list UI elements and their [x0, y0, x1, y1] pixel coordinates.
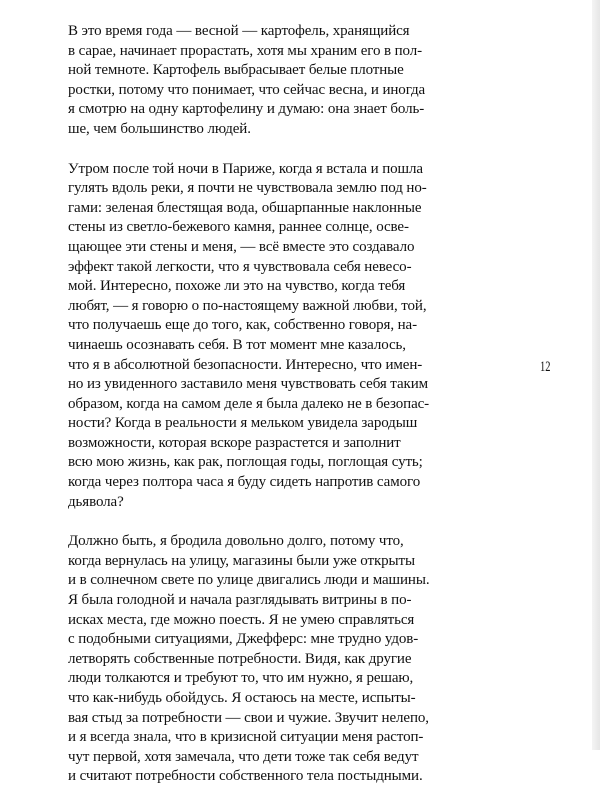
text-line: дьявола?	[68, 493, 124, 510]
text-line: образом, когда на самом деле я была далеко не в безопас-	[68, 395, 430, 412]
text-line: когда вернулась на улицу, магазины были уже открыты	[68, 552, 415, 569]
text-line: возможности, которая вскоре разрастется и заполнит	[68, 434, 401, 451]
paragraph-2	[68, 160, 498, 513]
text-line: ной темноте. Картофель выбрасывает белые плотные	[68, 62, 404, 79]
text-line: Должно быть, я бродила довольно долго, потому что,	[68, 533, 404, 550]
text-line: чинаешь осознавать себя. В тот момент мне казалось,	[68, 336, 406, 353]
text-line: Я была голодной и начала разглядывать витрины в по-	[68, 592, 412, 609]
text-line: что я в абсолютной безопасности. Интересно, что имен-	[68, 356, 423, 373]
text-line: В это время года — весной — картофель, хранящийся	[68, 23, 410, 39]
text-line: ности? Когда в реальности я мельком увидела зародыш	[68, 415, 418, 432]
text-line: и считают потребности собственного тела постыдными.	[68, 768, 423, 785]
text-line: я смотрю на одну картофелину и думаю: она знает боль-	[68, 101, 425, 118]
text-line: стены из светло-бежевого камня, раннее солнце, осве-	[68, 219, 409, 236]
text-line: чут первой, хотя замечала, что дети тоже так себя ведут	[68, 748, 419, 765]
text-line: но из увиденного заставило меня чувствовать себя таким	[68, 376, 429, 393]
text-line: исках места, где можно поесть. Я не умею справляться	[68, 611, 415, 628]
paragraph-3	[68, 532, 498, 787]
text-line: в сарае, начинает прорастать, хотя мы храним его в пол-	[68, 42, 423, 59]
text-line: ше, чем большинство людей.	[68, 120, 251, 137]
text-line: и я всегда знала, что в кризисной ситуации меня растоп-	[68, 729, 424, 746]
text-line: с подобными ситуациями, Джефферс: мне трудно удов-	[68, 631, 419, 648]
text-line: летворять собственные потребности. Видя, как другие	[68, 650, 412, 667]
text-line: что получаешь еще до того, как, собственно говоря, на-	[68, 317, 418, 334]
body-text	[68, 22, 498, 807]
text-line: гами: зеленая блестящая вода, обшарпанные наклонные	[68, 199, 422, 216]
text-line: гулять вдоль реки, я почти не чувствовала землю под но-	[68, 180, 427, 197]
text-line: и в солнечном свете по улице двигались люди и машины.	[68, 572, 430, 589]
text-line: ростки, потому что понимает, что сейчас весна, и иногда	[68, 81, 426, 98]
text-line: что как-нибудь обойдусь. Я остаюсь на месте, испыты-	[68, 690, 416, 706]
text-line: вая стыд за потребности — свои и чужие. Звучит нелепо,	[68, 709, 429, 726]
page-edge	[592, 0, 600, 750]
text-line: эффект такой легкости, что я чувствовала себя невесо-	[68, 258, 412, 275]
text-line: люди толкаются и требуют то, что им нужно, я решаю,	[68, 670, 414, 687]
text-line: Утром после той ночи в Париже, когда я встала и пошла	[68, 160, 423, 177]
paragraph-1	[68, 22, 498, 140]
text-line: мой. Интересно, похоже ли это на чувство, когда тебя	[68, 278, 406, 295]
text-line: когда через полтора часа я буду сидеть напротив самого	[68, 474, 421, 491]
text-line: любят, — я говорю о по-настоящему важной любви, той,	[68, 297, 427, 314]
text-line: щающее эти стены и меня, — всё вместе это создавало	[68, 238, 415, 255]
text-line: всю мою жизнь, как рак, поглощая годы, поглощая суть;	[68, 454, 423, 471]
page-number: 12	[540, 359, 551, 375]
